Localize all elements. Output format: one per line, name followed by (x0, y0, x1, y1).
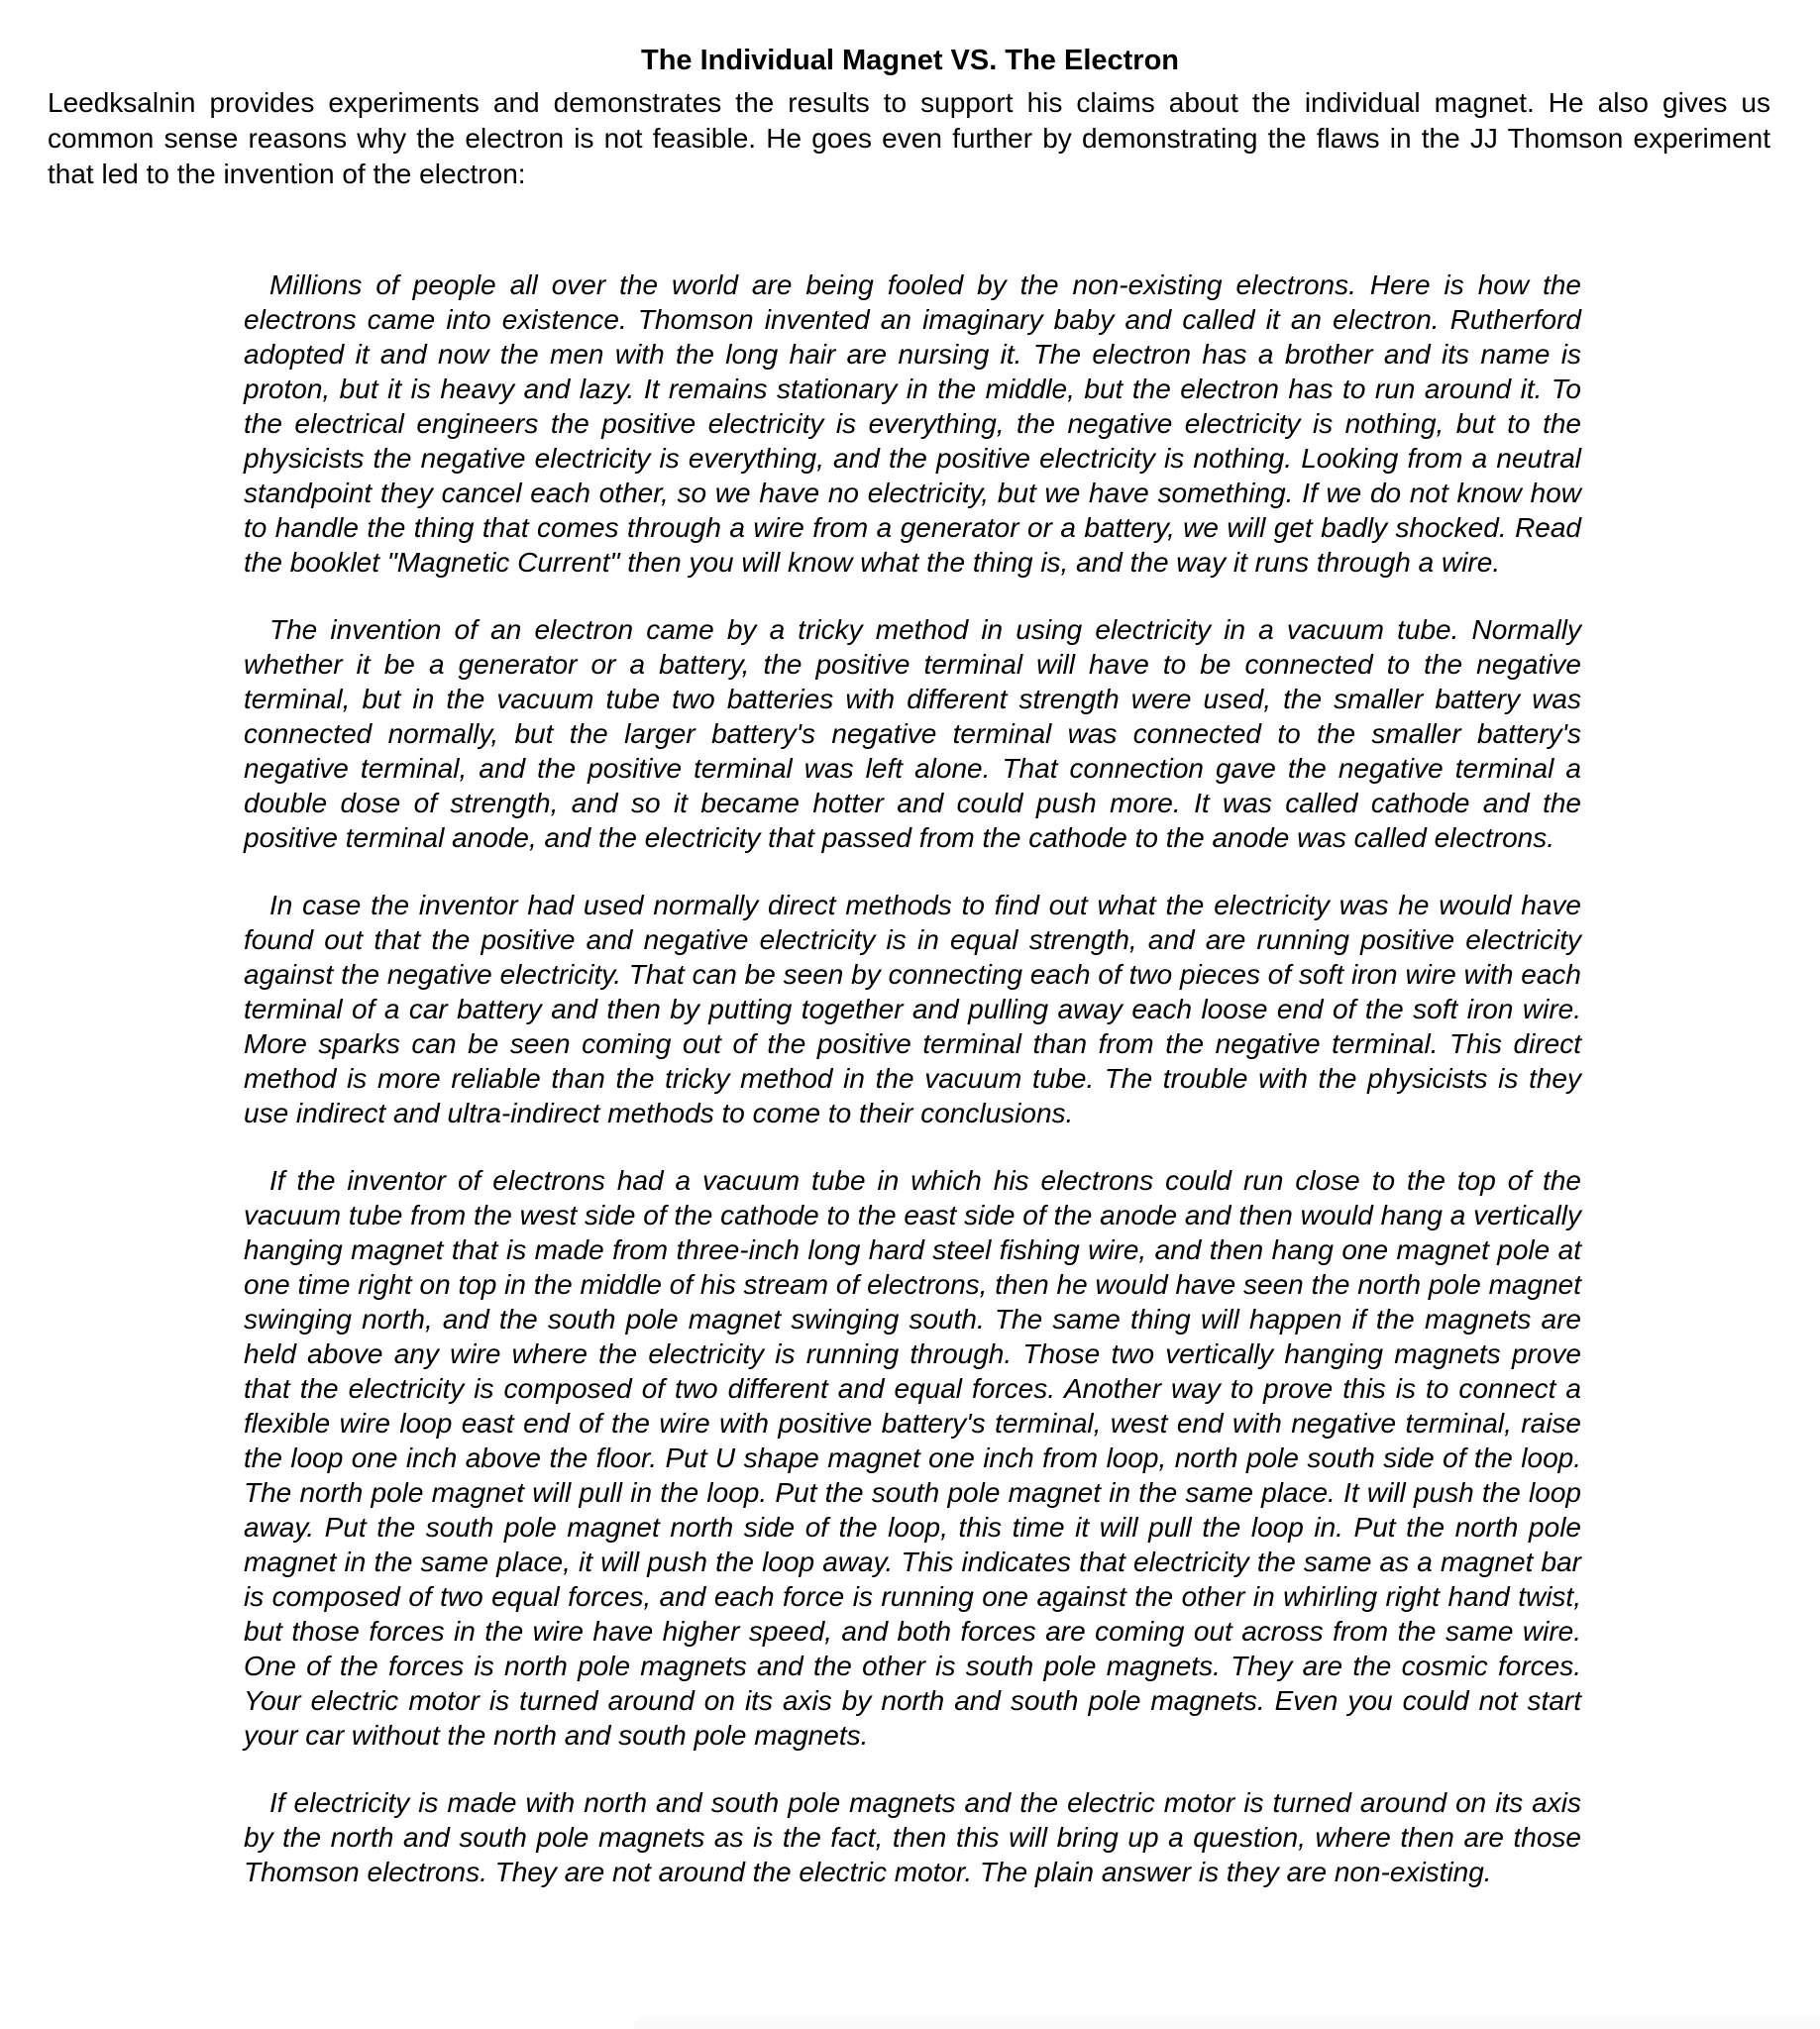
quote-paragraph-2: The invention of an electron came by a tricky method in using electricity in a vacuum tube. Normally whether it be a generator or a battery, the positive terminal will have to be connected to the negative terminal, but in the vacuum tube two batteries with different strength were used, the smaller battery was connected normally, but the larger battery's negative terminal was connected to the smaller battery's negative terminal, and the positive terminal was left alone. That connection gave the negative terminal a double dose of strength, and so it became hotter and could push more. It was called cathode and the positive terminal anode, and the electricity that passed from the cathode to the anode was called electrons. (244, 614, 1581, 853)
quote-paragraph-1: Millions of people all over the world are being fooled by the non-existing electrons. Here is how the electrons came into existence. Thomson invented an imaginary baby and called it an electron. Rutherford adopted it and now the men with the long hair are nursing it. The electron has a brother and its name is proton, but it is heavy and lazy. It remains stationary in the middle, but the electron has to run around it. To the electrical engineers the positive electricity is everything, the negative electricity is nothing, but to the physicists the negative electricity is everything, and the positive electricity is nothing. Looking from a neutral standpoint they cancel each other, so we have no electricity, but we have something. If we do not know how to handle the thing that comes through a wire from a generator or a battery, we will get badly shocked. Read the booklet "Magnetic Current" then you will know what the thing is, and the way it runs through a wire. (244, 269, 1581, 578)
quote-paragraph-5: If electricity is made with north and south pole magnets and the electric motor is turned around on its axis by the north and south pole magnets as is the fact, then this will bring up a question, where then are those Thomson electrons. They are not around the electric motor. The plain answer is they are non-existing. (244, 1787, 1581, 1887)
quote-paragraph-3: In case the inventor had used normally direct methods to find out what the electricity was he would have found out that the positive and negative electricity is in equal strength, and are running positive electricity against the negative electricity. That can be seen by connecting each of two pieces of soft iron wire with each terminal of a car battery and then by putting together and pulling away each loose end of the soft iron wire. More sparks can be seen coming out of the positive terminal than from the negative terminal. This direct method is more reliable than the tricky method in the vacuum tube. The trouble with the physicists is they use indirect and ultra-indirect methods to come to their conclusions. (244, 890, 1581, 1128)
scan-edge-artifact (634, 2016, 1820, 2029)
intro-paragraph: Leedksalnin provides experiments and demonstrates the results to support his claims about the individual magnet. He also gives us common sense reasons why the electron is not feasible. He goes even further by demonstrating the flaws in the JJ Thomson experiment that led to the invention of the electron: (48, 87, 1770, 189)
quote-block (244, 267, 1581, 1889)
page-title: The Individual Magnet VS. The Electron (640, 45, 1179, 76)
quote-paragraph-4: If the inventor of electrons had a vacuum tube in which his electrons could run close to the top of the vacuum tube from the west side of the cathode to the east side of the anode and then would hang a vertically hanging magnet that is made from three-inch long hard steel fishing wire, and then hang one magnet pole at one time right on top in the middle of his stream of electrons, then he would have seen the north pole magnet swinging north, and the south pole magnet swinging south. The same thing will happen if the magnets are held above any wire where the electricity is running through. Those two vertically hanging magnets prove that the electricity is composed of two different and equal forces. Another way to prove this is to connect a flexible wire loop east end of the wire with positive battery's terminal, west end with negative terminal, raise the loop one inch above the floor. Put U shape magnet one inch from loop, north pole south side of the loop. The north pole magnet will pull in the loop. Put the south pole magnet in the same place. It will push the loop away. Put the south pole magnet north side of the loop, this time it will pull the loop in. Put the north pole magnet in the same place, it will push the loop away. This indicates that electricity the same as a magnet bar is composed of two equal forces, and each force is running one against the other in whirling right hand twist, but those forces in the wire have higher speed, and both forces are coming out across from the same wire. One of the forces is north pole magnets and the other is south pole magnets. They are the cosmic forces. Your electric motor is turned around on its axis by north and south pole magnets. Even you could not start your car without the north and south pole magnets. (244, 1165, 1581, 1751)
